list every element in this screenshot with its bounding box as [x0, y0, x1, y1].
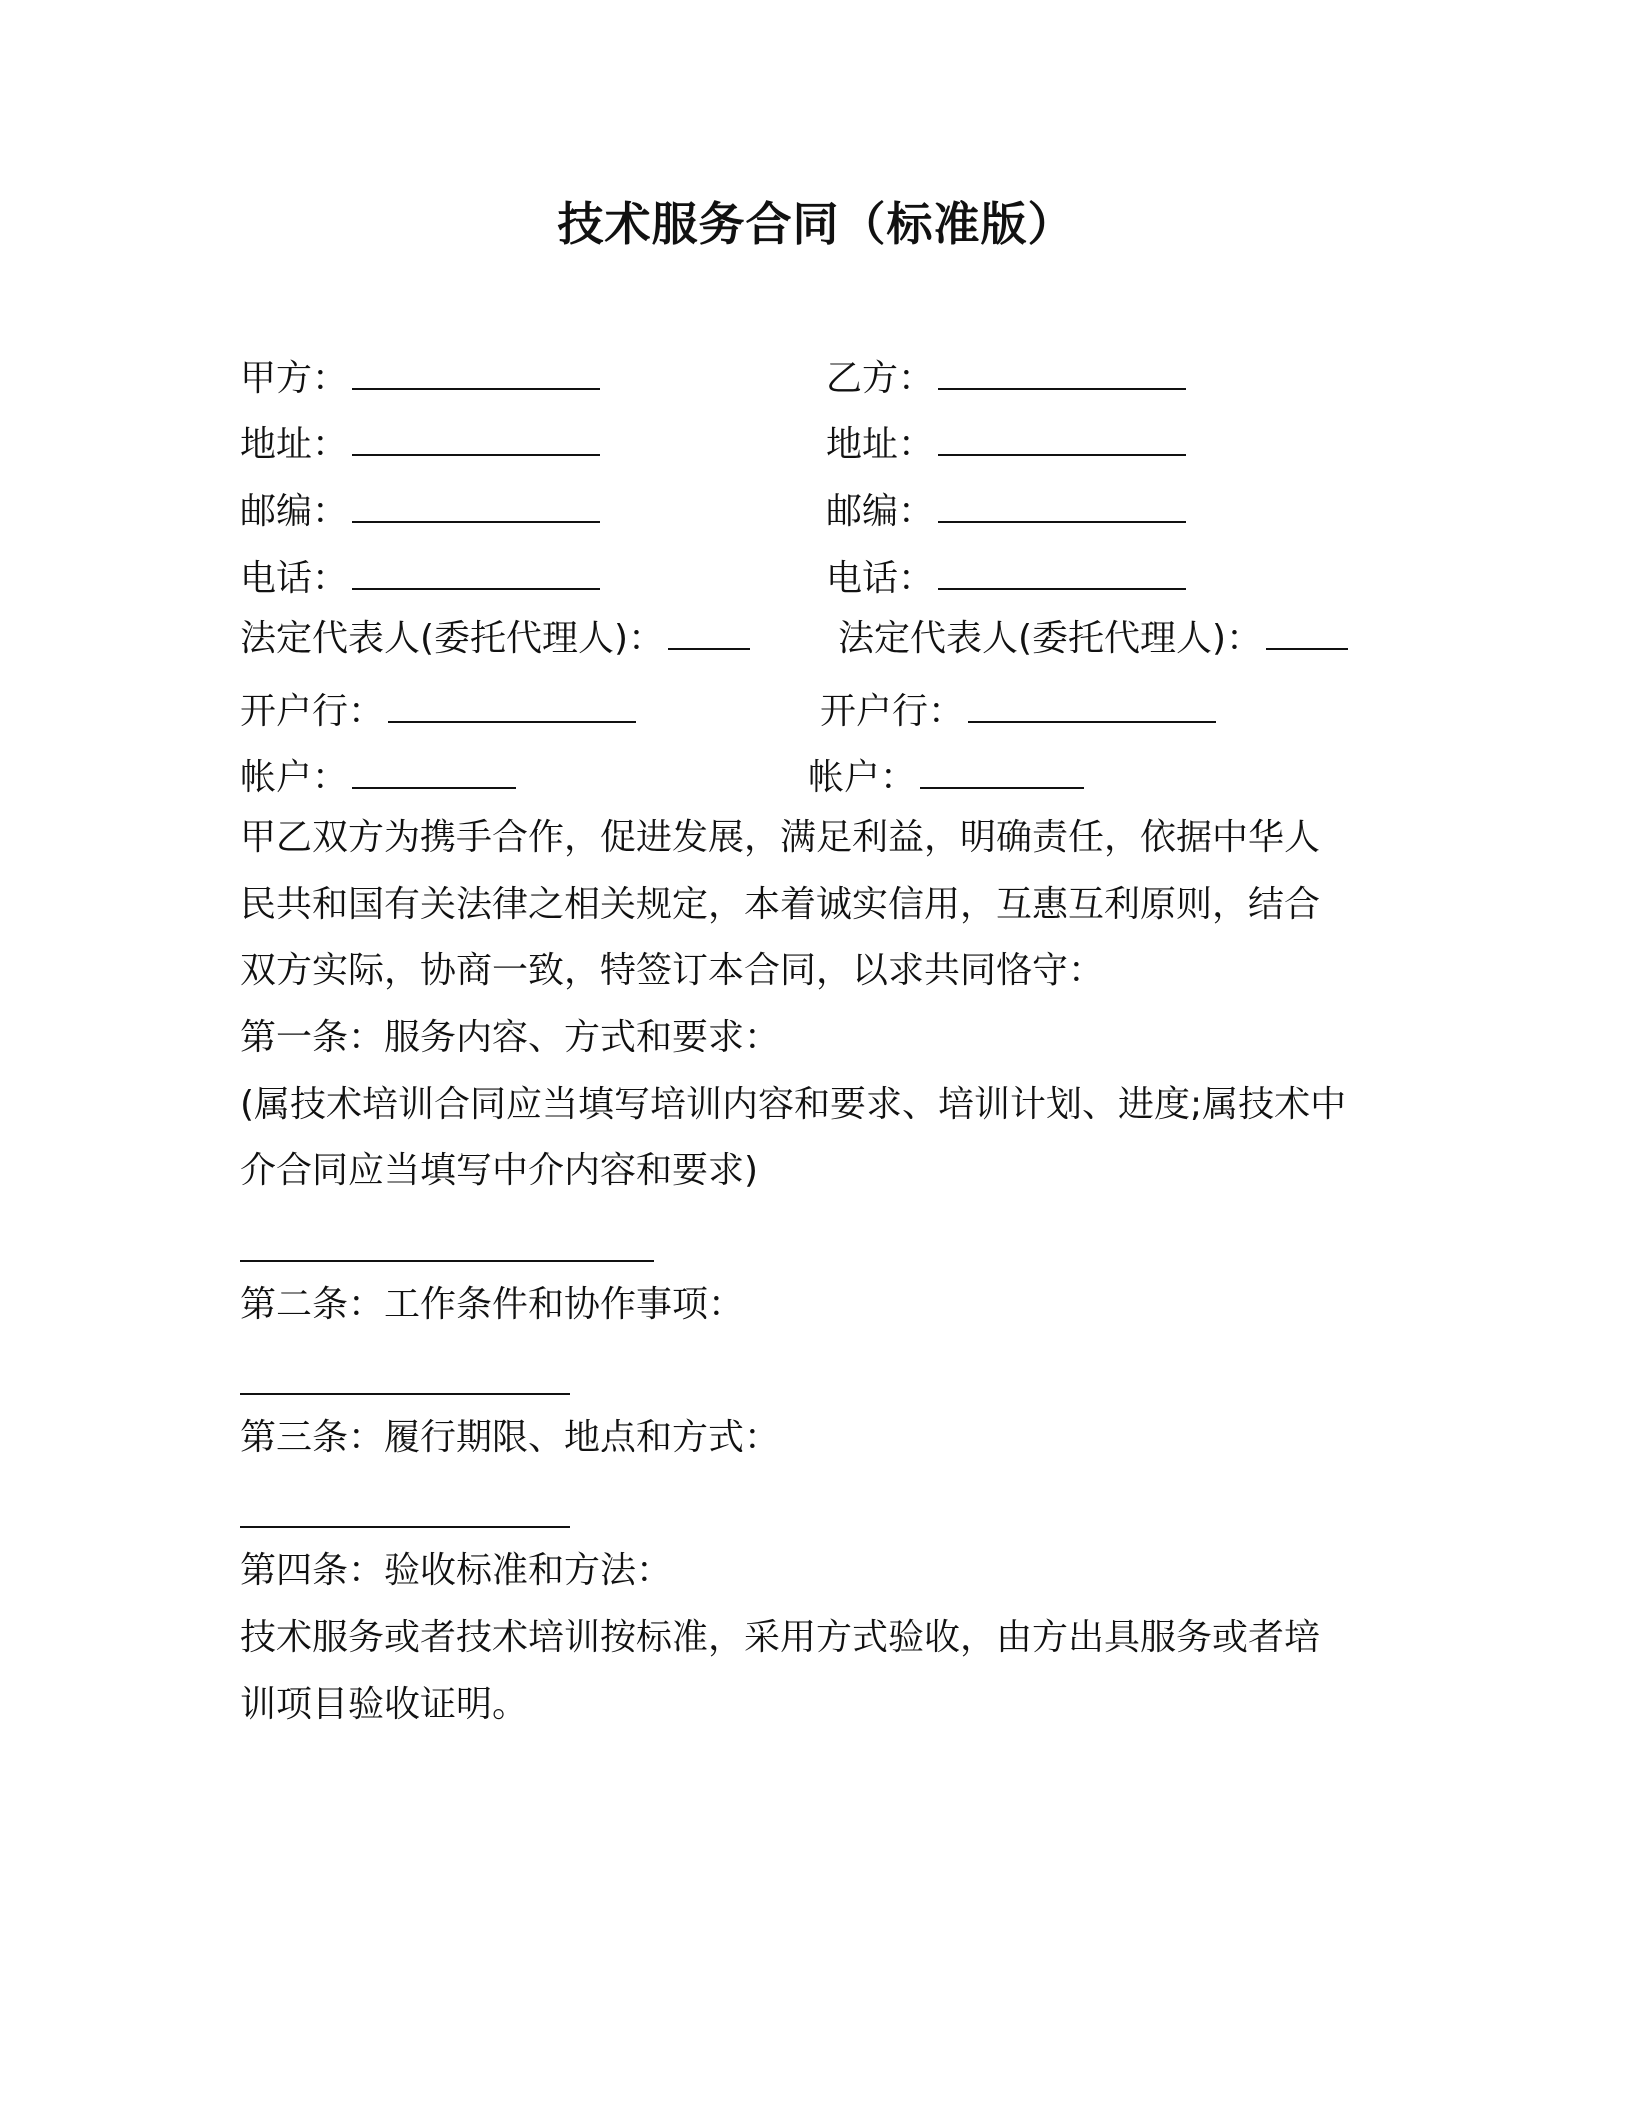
- party-a-phone-row: [240, 552, 600, 604]
- party-b-account-blank[interactable]: [920, 751, 1084, 789]
- party-a-postcode-label: 邮编：: [240, 491, 349, 532]
- party-b-legal-rep-row: [838, 612, 1348, 664]
- party-a-legal-rep-blank[interactable]: [668, 612, 750, 650]
- party-b-postcode-label: 邮编：: [826, 491, 935, 532]
- article-3-heading: 第三条：履行期限、地点和方式：: [240, 1417, 781, 1458]
- party-a-label: 甲方：: [240, 358, 349, 399]
- party-a-legal-rep-row: [240, 612, 750, 664]
- article-1-fill-line[interactable]: [240, 1260, 654, 1262]
- party-b-postcode-row: [826, 485, 1186, 537]
- article-4-body-line: 训项目验收证明。: [240, 1684, 529, 1725]
- preamble-line: 甲乙双方为携手合作，促进发展，满足利益，明确责任，依据中华人: [240, 817, 1321, 858]
- party-b-blank[interactable]: [938, 352, 1186, 390]
- party-b-bank-blank[interactable]: [968, 685, 1216, 723]
- article-4-heading: 第四条：验收标准和方法：: [240, 1550, 673, 1591]
- party-a-blank[interactable]: [352, 352, 600, 390]
- preamble-line: 双方实际，协商一致，特签订本合同，以求共同恪守：: [240, 950, 1105, 991]
- article-2-heading: 第二条：工作条件和协作事项：: [240, 1284, 745, 1325]
- party-a-postcode-row: [240, 485, 600, 537]
- party-a-address-row: [240, 418, 600, 470]
- party-a-row: [240, 352, 600, 404]
- party-a-phone-blank[interactable]: [352, 552, 600, 590]
- article-1-heading: 第一条：服务内容、方式和要求：: [240, 1017, 781, 1058]
- party-a-account-label: 帐户：: [240, 757, 349, 798]
- party-b-bank-label: 开户行：: [820, 691, 965, 732]
- article-1-note-line: (属技术培训合同应当填写培训内容和要求、培训计划、进度;属技术中: [240, 1084, 1347, 1125]
- party-a-account-row: [240, 751, 516, 803]
- party-b-legal-rep-blank[interactable]: [1266, 612, 1348, 650]
- article-4-body-line: 技术服务或者技术培训按标准，采用方式验收，由方出具服务或者培: [240, 1617, 1321, 1658]
- party-b-label: 乙方：: [826, 358, 935, 399]
- party-a-phone-label: 电话：: [240, 558, 349, 599]
- preamble-line: 民共和国有关法律之相关规定，本着诚实信用，互惠互利原则，结合: [240, 884, 1321, 925]
- party-a-address-label: 地址：: [240, 424, 349, 465]
- document-title: 技术服务合同（标准版）: [557, 197, 1075, 251]
- party-b-address-row: [826, 418, 1186, 470]
- party-b-phone-label: 电话：: [826, 558, 935, 599]
- party-b-phone-row: [826, 552, 1186, 604]
- party-a-address-blank[interactable]: [352, 418, 600, 456]
- party-a-bank-label: 开户行：: [240, 691, 385, 732]
- party-a-legal-rep-label: 法定代表人(委托代理人)：: [240, 618, 665, 659]
- party-b-account-row: [808, 751, 1084, 803]
- party-a-bank-row: [240, 685, 636, 737]
- party-b-row: [826, 352, 1186, 404]
- party-a-postcode-blank[interactable]: [352, 485, 600, 523]
- party-b-postcode-blank[interactable]: [938, 485, 1186, 523]
- party-b-legal-rep-label: 法定代表人(委托代理人)：: [838, 618, 1263, 659]
- party-b-phone-blank[interactable]: [938, 552, 1186, 590]
- party-a-bank-blank[interactable]: [388, 685, 636, 723]
- party-a-account-blank[interactable]: [352, 751, 516, 789]
- article-2-fill-line[interactable]: [240, 1393, 570, 1395]
- party-b-bank-row: [820, 685, 1216, 737]
- article-3-fill-line[interactable]: [240, 1526, 570, 1528]
- party-b-account-label: 帐户：: [808, 757, 917, 798]
- article-1-note-line: 介合同应当填写中介内容和要求): [240, 1150, 759, 1191]
- party-b-address-blank[interactable]: [938, 418, 1186, 456]
- party-b-address-label: 地址：: [826, 424, 935, 465]
